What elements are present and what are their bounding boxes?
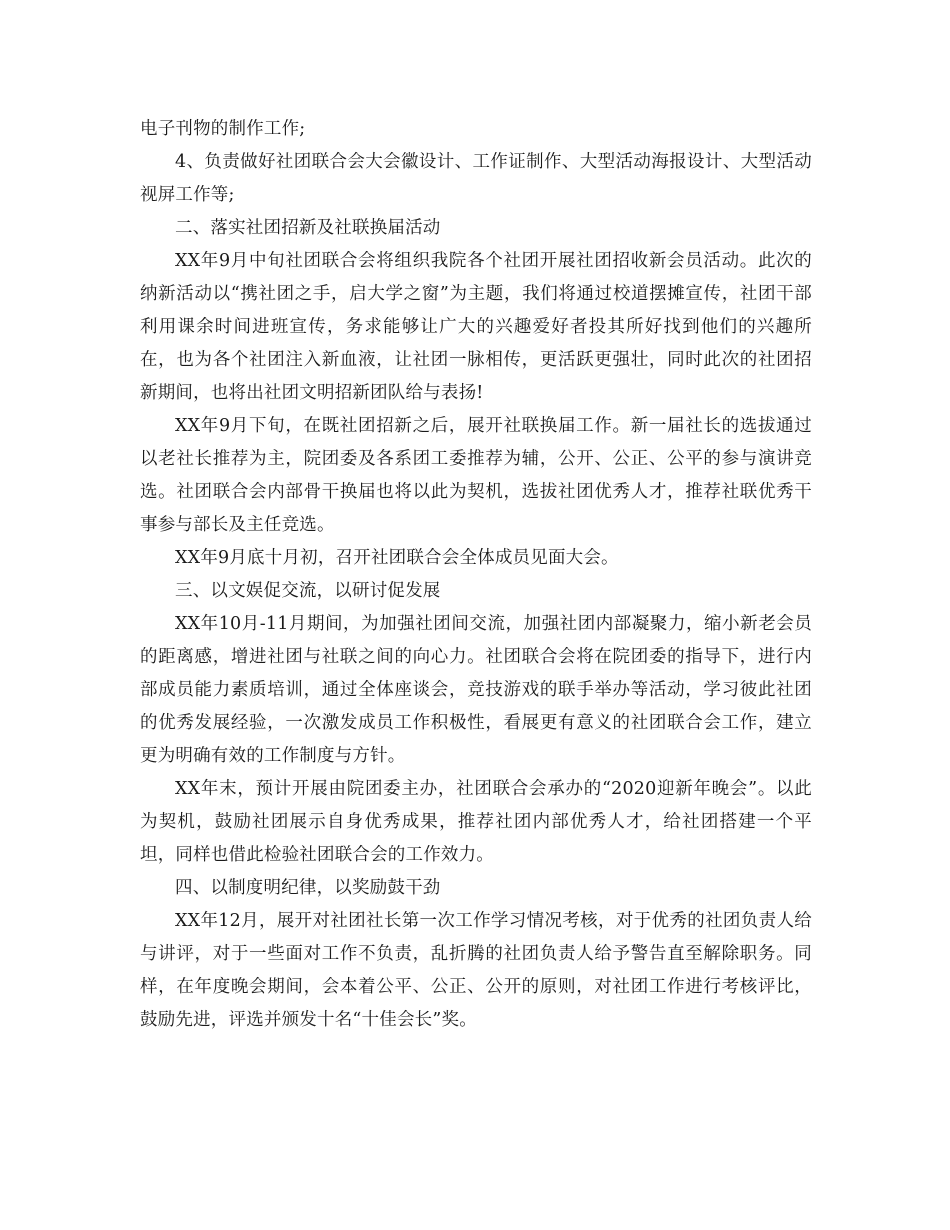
paragraph-11: XX年12月，展开对社团社长第一次工作学习情况考核，对于优秀的社团负责人给与讲评，对于一些面对工作不负责，乱折腾的社团负责人给予警告直至解除职务。同样，在年度晚会期间，会本着公平、公正、公开的原则，对社团工作进行考核评比，鼓励先进，评选并颁发十名“十佳会长”奖。: [140, 911, 812, 1030]
section-heading-4: 四、以制度明纪律，以奖励鼓干劲: [175, 878, 441, 898]
paragraph-8: XX年10月-11月期间，为加强社团间交流，加强社团内部凝聚力，缩小新老会员的距离感，增进社团与社联之间的向心力。社团联合会将在院团委的指导下，进行内部成员能力素质培训，通过全体座谈会，竞技游戏的联手举办等活动，学习彼此社团的优秀发展经验，一次激发成员工作积极性，看展更有意义的社团联合会工作，建立更为明确有效的工作制度与方针。: [140, 614, 812, 766]
document-body: [140, 113, 812, 1037]
paragraph-1: 电子刊物的制作工作;: [140, 119, 306, 139]
section-heading-2: 二、落实社团招新及社联换届活动: [175, 218, 441, 238]
section-heading-3: 三、以文娱促交流，以研讨促发展: [175, 581, 441, 601]
paragraph-6: XX年9月底十月初，召开社团联合会全体成员见面大会。: [175, 548, 619, 568]
paragraph-2: 4、负责做好社团联合会大会徽设计、工作证制作、大型活动海报设计、大型活动视屏工作等;: [140, 152, 812, 205]
paragraph-9: XX年末，预计开展由院团委主办，社团联合会承办的“2020迎新年晚会”。以此为契机，鼓励社团展示自身优秀成果，推荐社团内部优秀人才，给社团搭建一个平坦，同样也借此检验社团联合会的工作效力。: [140, 779, 812, 865]
paragraph-5: XX年9月下旬，在既社团招新之后，展开社联换届工作。新一届社长的选拔通过以老社长推荐为主，院团委及各系团工委推荐为辅，公开、公正、公平的参与演讲竞选。社团联合会内部骨干换届也将以此为契机，选拔社团优秀人才，推荐社联优秀干事参与部长及主任竞选。: [140, 416, 812, 535]
paragraph-4: XX年9月中旬社团联合会将组织我院各个社团开展社团招收新会员活动。此次的纳新活动以“携社团之手，启大学之窗”为主题，我们将通过校道摆摊宣传，社团干部利用课余时间进班宣传，务求能够让广大的兴趣爱好者投其所好找到他们的兴趣所在，也为各个社团注入新血液，让社团一脉相传，更活跃更强壮，同时此次的社团招新期间，也将出社团文明招新团队给与表扬!: [140, 251, 812, 403]
